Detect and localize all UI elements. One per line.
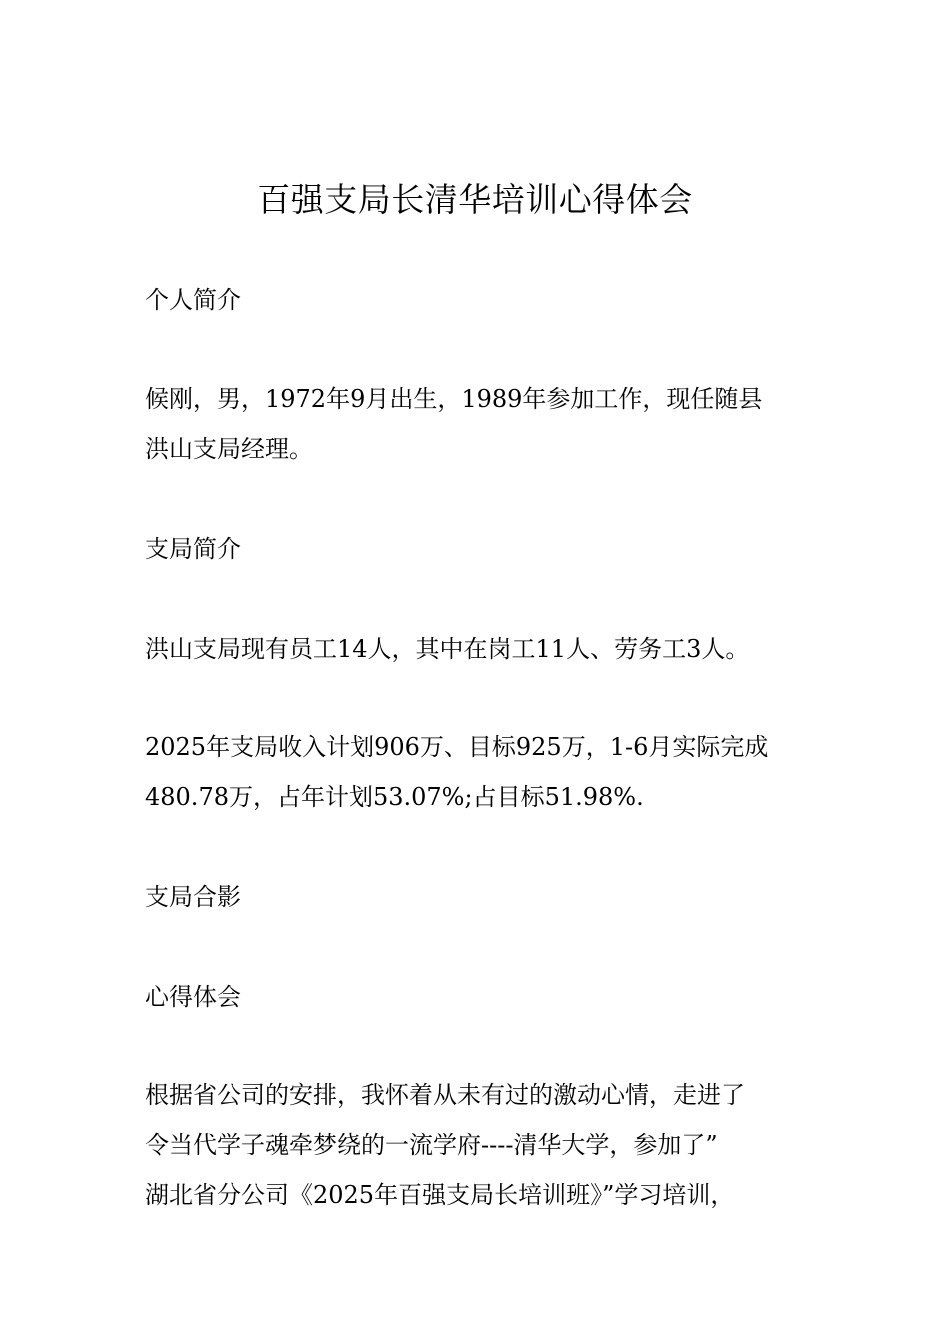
paragraph-line: 湖北省分公司《2025年百强支局长培训班》”学习培训， — [145, 1181, 735, 1209]
paragraph-line: 洪山支局经理。 — [145, 435, 313, 463]
paragraph-branch-income — [145, 722, 815, 822]
document-title: 百强支局长清华培训心得体会 — [257, 180, 693, 219]
section-heading-personal: 个人简介 — [145, 286, 241, 314]
paragraph-experience — [145, 1070, 815, 1220]
paragraph-line: 2025年支局收入计划906万、目标925万，1-6月实际完成 — [145, 733, 769, 761]
section-heading-photo: 支局合影 — [145, 883, 241, 911]
paragraph-line: 根据省公司的安排，我怀着从未有过的激动心情，走进了 — [145, 1081, 745, 1109]
paragraph-line: 候刚，男，1972年9月出生，1989年参加工作，现任随县 — [145, 385, 763, 413]
paragraph-branch-staff: 洪山支局现有员工14人，其中在岗工11人、劳务工3人。 — [145, 635, 750, 663]
section-heading-branch: 支局简介 — [145, 535, 241, 563]
paragraph-line: 480.78万，占年计划53.07%;占目标51.98%. — [145, 783, 644, 811]
paragraph-personal-bio — [145, 374, 815, 474]
paragraph-line: 令当代学子魂牵梦绕的一流学府----清华大学，参加了” — [145, 1131, 718, 1159]
section-heading-experience: 心得体会 — [145, 983, 241, 1011]
